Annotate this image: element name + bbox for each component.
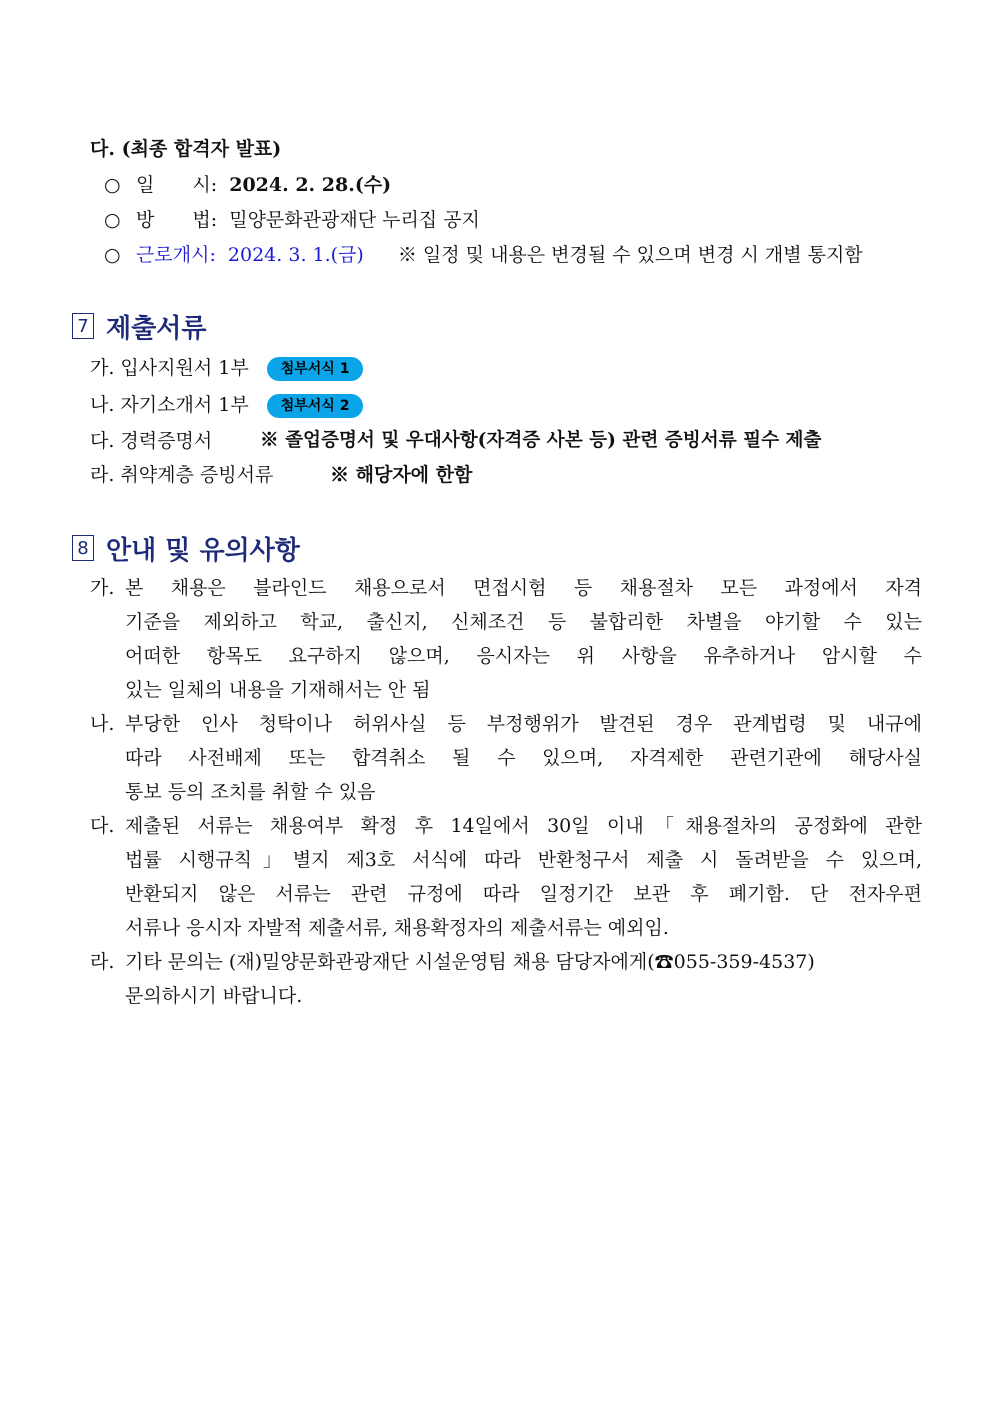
- bullet-circle: ○: [104, 209, 121, 231]
- notice-line: [90, 639, 922, 673]
- notice-list: [90, 571, 922, 1013]
- doc-item-text: 다. 경력증명서: [90, 430, 213, 452]
- attachment-badge: 첨부서식 1: [267, 357, 364, 381]
- section-number-box: 8: [72, 535, 94, 561]
- doc-item-text: 가. 입사지원서 1부: [90, 357, 249, 379]
- doc-item-application: [90, 353, 363, 383]
- doc-item-career: [90, 426, 212, 456]
- announcement-heading: 다. (최종 합격자 발표): [90, 138, 282, 160]
- row-value: 밀양문화관광재단 누리집 공지: [229, 209, 480, 231]
- notice-text: 서류나 응시자 자발적 제출서류, 채용확정자의 제출서류는 예외임.: [125, 917, 669, 939]
- notice-text: 통보 등의 조치를 취할 수 있음: [125, 781, 376, 803]
- notice-text: 기준을 제외하고 학교, 출신지, 신체조건 등 불합리한 차별을 야기할 수 있는: [125, 611, 922, 633]
- notice-text: 따라 사전배제 또는 합격취소 될 수 있으며, 자격제한 관련기관에 해당사실: [125, 747, 922, 769]
- notice-line: [90, 945, 922, 979]
- notice-text: 본 채용은 블라인드 채용으로서 면접시험 등 채용절차 모든 과정에서 자격: [125, 577, 922, 599]
- section-8-title: [72, 530, 300, 566]
- notice-marker: 가.: [90, 577, 115, 599]
- notice-text: 법률 시행규칙」별지 제3호 서식에 따라 반환청구서 제출 시 돌려받을 수 있으며,: [125, 849, 922, 871]
- row-note: ※ 일정 및 내용은 변경될 수 있으며 변경 시 개별 통지함: [397, 244, 863, 266]
- notice-marker: 다.: [90, 815, 115, 837]
- doc-item-vulnerable: [90, 460, 273, 490]
- notice-line: [90, 741, 922, 775]
- row-value: 2024. 3. 1.(금): [227, 244, 364, 266]
- row-label: 일 시:: [136, 174, 218, 196]
- notice-marker: 나.: [90, 713, 115, 735]
- notice-line: [90, 673, 922, 707]
- notice-text: 반환되지 않은 서류는 관련 규정에 따라 일정기간 보관 후 폐기함. 단 전자우편: [125, 883, 922, 905]
- section-title-text: 제출서류: [106, 313, 207, 344]
- attachment-badge: 첨부서식 2: [267, 394, 364, 418]
- notice-line: [90, 707, 922, 741]
- section-title-text: 안내 및 유의사항: [106, 535, 300, 566]
- section-7-title: [72, 308, 206, 344]
- doc-item-note: ※ 해당자에 한함: [330, 464, 473, 486]
- bullet-circle: ○: [104, 244, 121, 266]
- doc-item-text: 라. 취약계층 증빙서류: [90, 464, 274, 486]
- row-label: 방 법:: [136, 209, 218, 231]
- announcement-row-date: [104, 170, 391, 200]
- notice-line: [90, 809, 922, 843]
- doc-item-text: 나. 자기소개서 1부: [90, 394, 249, 416]
- notice-text: 부당한 인사 청탁이나 허위사실 등 부정행위가 발견된 경우 관계법령 및 내규에: [125, 713, 922, 735]
- announcement-row-start: [104, 240, 863, 270]
- doc-item-intro: [90, 390, 363, 420]
- notice-text: 기타 문의는 (재)밀양문화관광재단 시설운영팀 채용 담당자에게(☎055-359-4537): [125, 951, 815, 973]
- row-label: 근로개시:: [136, 244, 216, 266]
- notice-line: [90, 843, 922, 877]
- notice-text: 제출된 서류는 채용여부 확정 후 14일에서 30일 이내「채용절차의 공정화에 관한: [125, 815, 922, 837]
- notice-line: [90, 571, 922, 605]
- notice-text: 문의하시기 바랍니다.: [125, 985, 303, 1007]
- notice-line: [90, 911, 922, 945]
- notice-line: [90, 605, 922, 639]
- announcement-row-method: [104, 205, 480, 235]
- bullet-circle: ○: [104, 174, 121, 196]
- notice-text: 어떠한 항목도 요구하지 않으며, 응시자는 위 사항을 유추하거나 암시할 수: [125, 645, 922, 667]
- doc-item-note: ※ 졸업증명서 및 우대사항(자격증 사본 등) 관련 증빙서류 필수 제출: [260, 430, 822, 451]
- row-value: 2024. 2. 28.(수): [229, 174, 392, 196]
- notice-marker: 라.: [90, 951, 115, 973]
- section-number-box: 7: [72, 313, 94, 339]
- notice-text: 있는 일체의 내용을 기재해서는 안 됨: [125, 679, 431, 701]
- notice-line: [90, 877, 922, 911]
- notice-line: [90, 775, 922, 809]
- notice-line: [90, 979, 922, 1013]
